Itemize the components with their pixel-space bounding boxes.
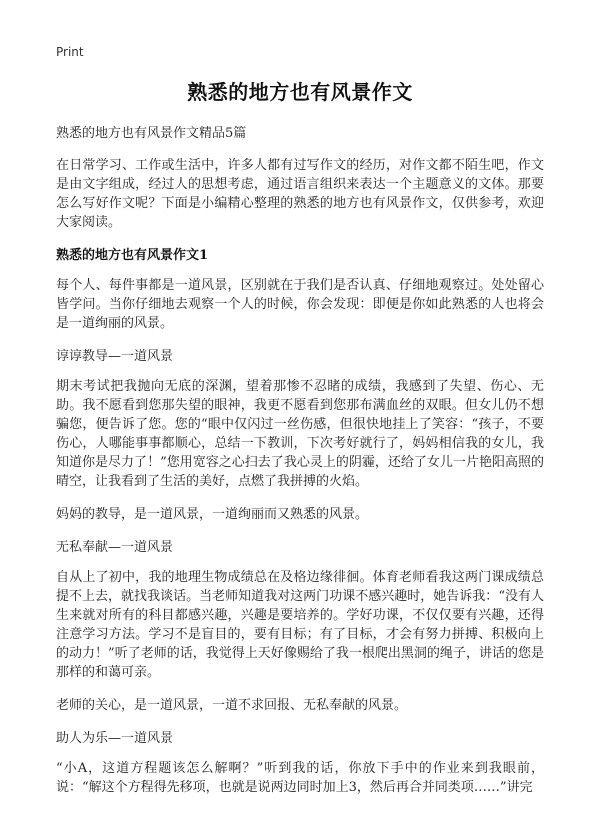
subsection-1-heading: 谆谆教导—一道风景 [56,349,174,364]
print-link[interactable]: Print [56,45,84,59]
section-1-paragraph: 每个人、每件事都是一道风景，区别就在于我们是否认真、仔细地观察过。处处留心皆学问。当你仔细地去观察一个人的时候，你会发现：即便是你如此熟悉的人也将会是一道绚丽的风景。 [56,278,544,331]
subsection-2-conclusion: 老师的关心，是一道风景，一道不求回报、无私奉献的风景。 [56,698,408,713]
section-1-heading: 熟悉的地方也有风景作文1 [56,248,209,263]
document-subtitle: 熟悉的地方也有风景作文精品5篇 [56,126,247,141]
page-title: 熟悉的地方也有风景作文 [187,80,413,104]
subsection-3-paragraph: “小A，这道方程题该怎么解啊？”听到我的话，你放下手中的作业来到我眼前，说：“解这个方程得先移项，也就是说两边同时加上3，然后再合并同类项……”讲完 [56,761,544,795]
intro-paragraph: 在日常学习、工作或生活中，许多人都有过写作文的经历，对作文都不陌生吧，作文是由文字组成，经过人的思想考虑，通过语言组织来表达一个主题意义的文体。那要怎么写好作文呢？下面是小编精心整理的熟悉的地方也有风景作文，仅供参考，欢迎大家阅读。 [56,158,544,230]
subsection-3-heading: 助人为乐—一道风景 [56,731,174,746]
subsection-2-paragraph: 自从上了初中，我的地理生物成绩总在及格边缘徘徊。体育老师看我这两门课成绩总提不上去，就找我谈话。当老师知道我对这两门功课不感兴趣时，她告诉我：“没有人生来就对所有的科目都感兴趣，兴趣是要培养的。学好功课，不仅仅要有兴趣，还得注意学习方法。学习不是盲目的，要有目标；有了目标，才会有努力拼搏、积极向上的动力！”听了老师的话，我觉得上天好像赐给了我一根爬出黑洞的绳子，讲话的您是那样的和蔼可亲。 [56,570,544,680]
subsection-2-heading: 无私奉献—一道风景 [56,540,174,555]
subsection-1-paragraph: 期末考试把我抛向无底的深渊，望着那惨不忍睹的成绩，我感到了失望、伤心、无助。我不愿看到您那失望的眼神，我更不愿看到您那布满血丝的双眼。但女儿仍不想骗您，便告诉了您。您的“眼中仅闪过一丝伤感，但很快地挂上了笑容：“孩子，不要伤心，人哪能事事都顺心，总结一下教训，下次考好就行了，妈妈相信我的女儿，我知道你是尽力了！”您用宽容之心扫去了我心灵上的阴霾，还给了女儿一片艳阳高照的晴空，让我看到了生活的美好，点燃了我拼搏的火焰。 [56,379,544,489]
subsection-1-conclusion: 妈妈的教导，是一道风景，一道绚丽而又熟悉的风景。 [56,507,369,522]
